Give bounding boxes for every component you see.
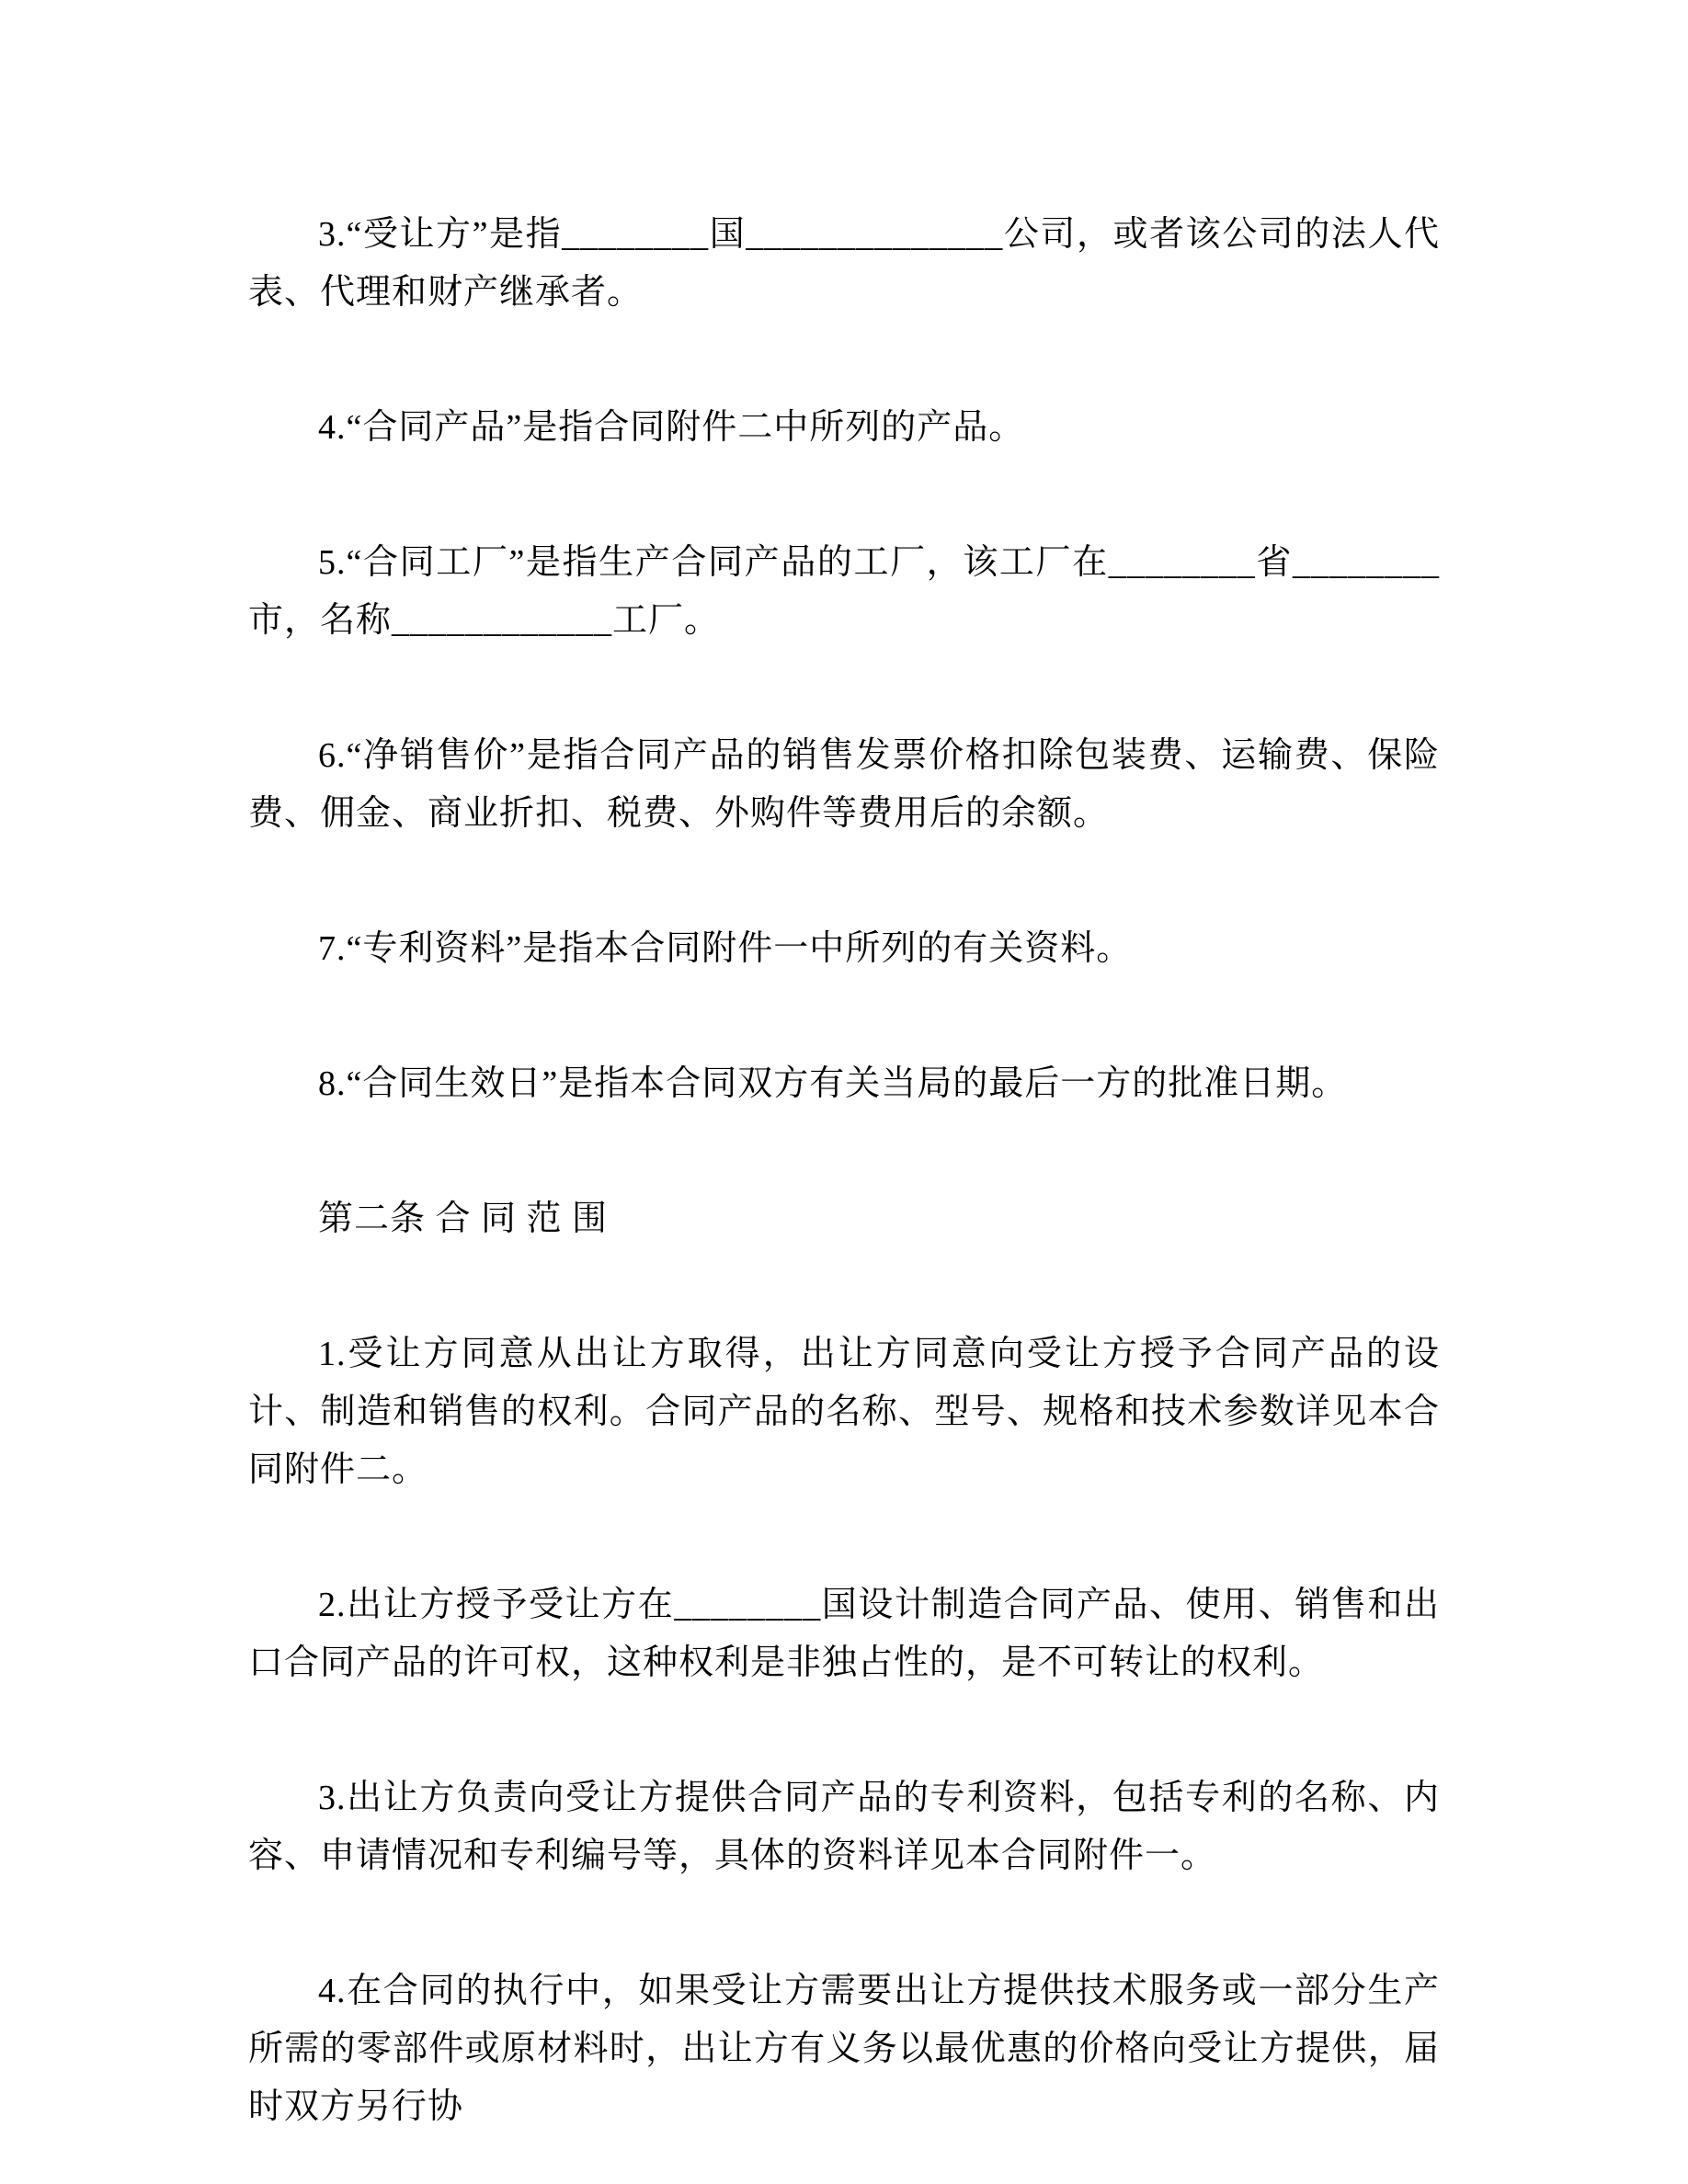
definition-clause-6-net-selling-price: 6.“净销售价”是指合同产品的销售发票价格扣除包装费、运输费、保险费、佣金、商业折扣、税费、外购件等费用后的余额。 (248, 736, 1440, 833)
section-2-clause-3: 3.出让方负责向受让方提供合同产品的专利资料，包括专利的名称、内容、申请情况和专利编号等，具体的资料详见本合同附件一。 (248, 1779, 1440, 1875)
definition-clause-7-patent-documents: 7.“专利资料”是指本合同附件一中所列的有关资料。 (318, 929, 1133, 968)
section-2-clause-1: 1.受让方同意从出让方取得，出让方同意向受让方授予合同产品的设计、制造和销售的权利。合同产品的名称、型号、规格和技术参数详见本合同附件二。 (248, 1335, 1440, 1489)
definition-clause-3-transferee: 3.“受让方”是指________国______________公司，或者该公司的法人代表、代理和财产继承者。 (248, 215, 1440, 312)
section-2-clause-2: 2.出让方授予受让方在________国设计制造合同产品、使用、销售和出口合同产品的许可权，这种权利是非独占性的，是不可转让的权利。 (248, 1586, 1440, 1682)
definition-clause-5-contract-factory: 5.“合同工厂”是指生产合同产品的工厂，该工厂在________省________市，名称____________工厂。 (248, 543, 1440, 640)
document-body (248, 206, 1440, 2184)
section-2-heading-contract-scope: 第二条 合 同 范 围 (318, 1200, 609, 1238)
section-2-clause-4: 4.在合同的执行中，如果受让方需要出让方提供技术服务或一部分生产所需的零部件或原材料时，出让方有义务以最优惠的价格向受让方提供，届时双方另行协 (248, 1972, 1440, 2126)
definition-clause-8-effective-date: 8.“合同生效日”是指本合同双方有关当局的最后一方的批准日期。 (318, 1064, 1348, 1103)
definition-clause-4-contract-products: 4.“合同产品”是指合同附件二中所列的产品。 (318, 408, 1025, 447)
